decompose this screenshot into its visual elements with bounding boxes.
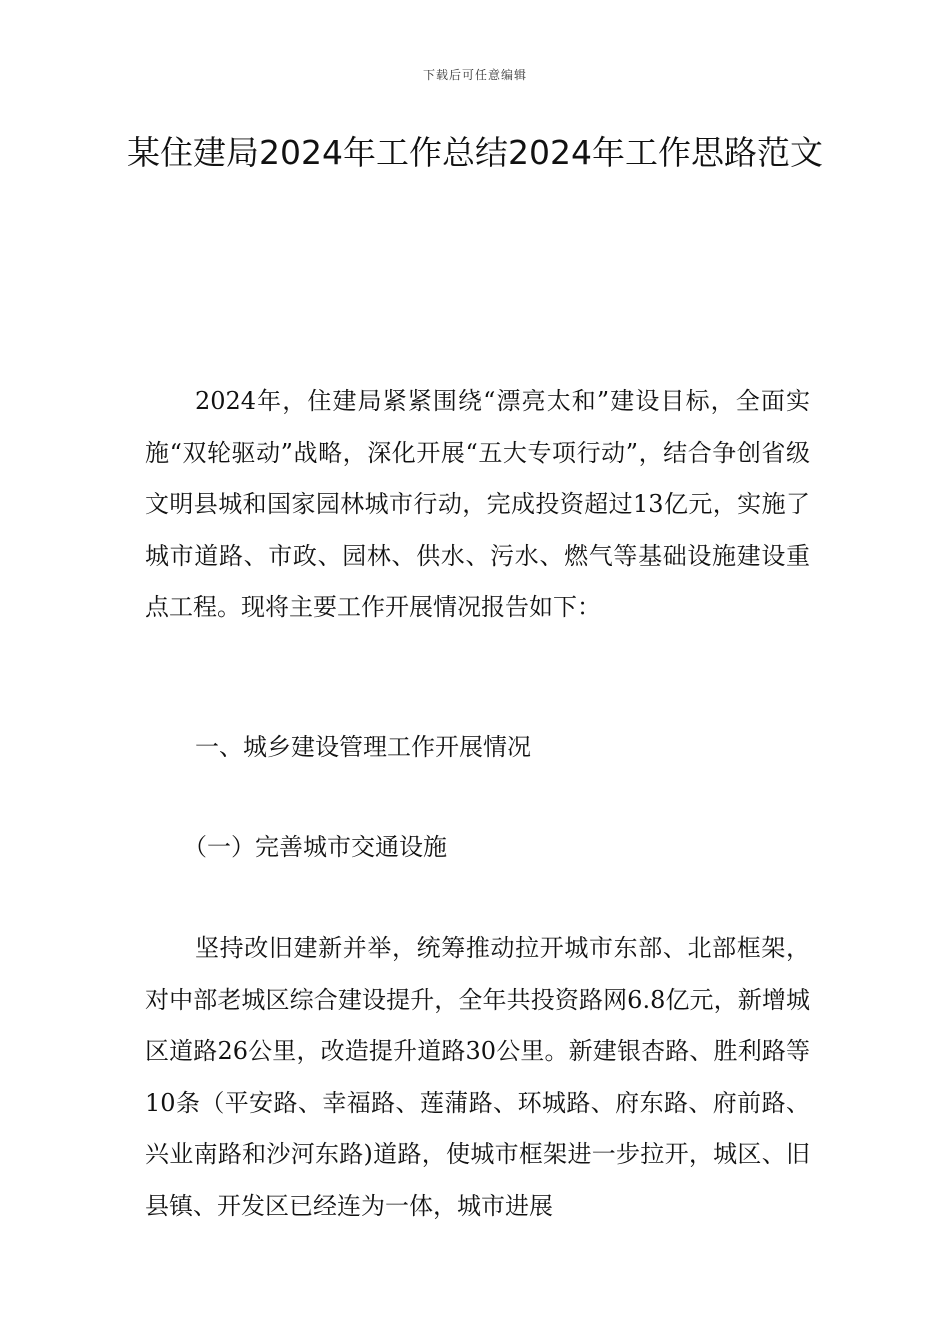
subsection-heading: （一）完善城市交通设施 — [183, 833, 447, 861]
header-note: 下载后可任意编辑 — [422, 68, 527, 82]
document-title: 某住建局2024年工作总结2024年工作思路范文 — [127, 133, 823, 172]
intro-paragraph: 2024年，住建局紧紧围绕“漂亮太和”建设目标，全面实施“双轮驱动”战略，深化开展“五大专项行动”，结合争创省级文明县城和国家园林城市行动，完成投资超过13亿元，实施了城市道路、市政、园林、供水、污水、燃气等基础设施建设重点工程。现将主要工作开展情况报告如下： — [145, 387, 810, 621]
section-heading: 一、城乡建设管理工作开展情况 — [195, 733, 531, 761]
body-paragraph: 坚持改旧建新并举，统筹推动拉开城市东部、北部框架，对中部老城区综合建设提升，全年共投资路网6.8亿元，新增城区道路26公里，改造提升道路30公里。新建银杏路、胜利路等10条（平安路、幸福路、莲蒲路、环城路、府东路、府前路、兴业南路和沙河东路)道路，使城市框架进一步拉开，城区、旧县镇、开发区已经连为一体，城市进展 — [145, 934, 810, 1220]
